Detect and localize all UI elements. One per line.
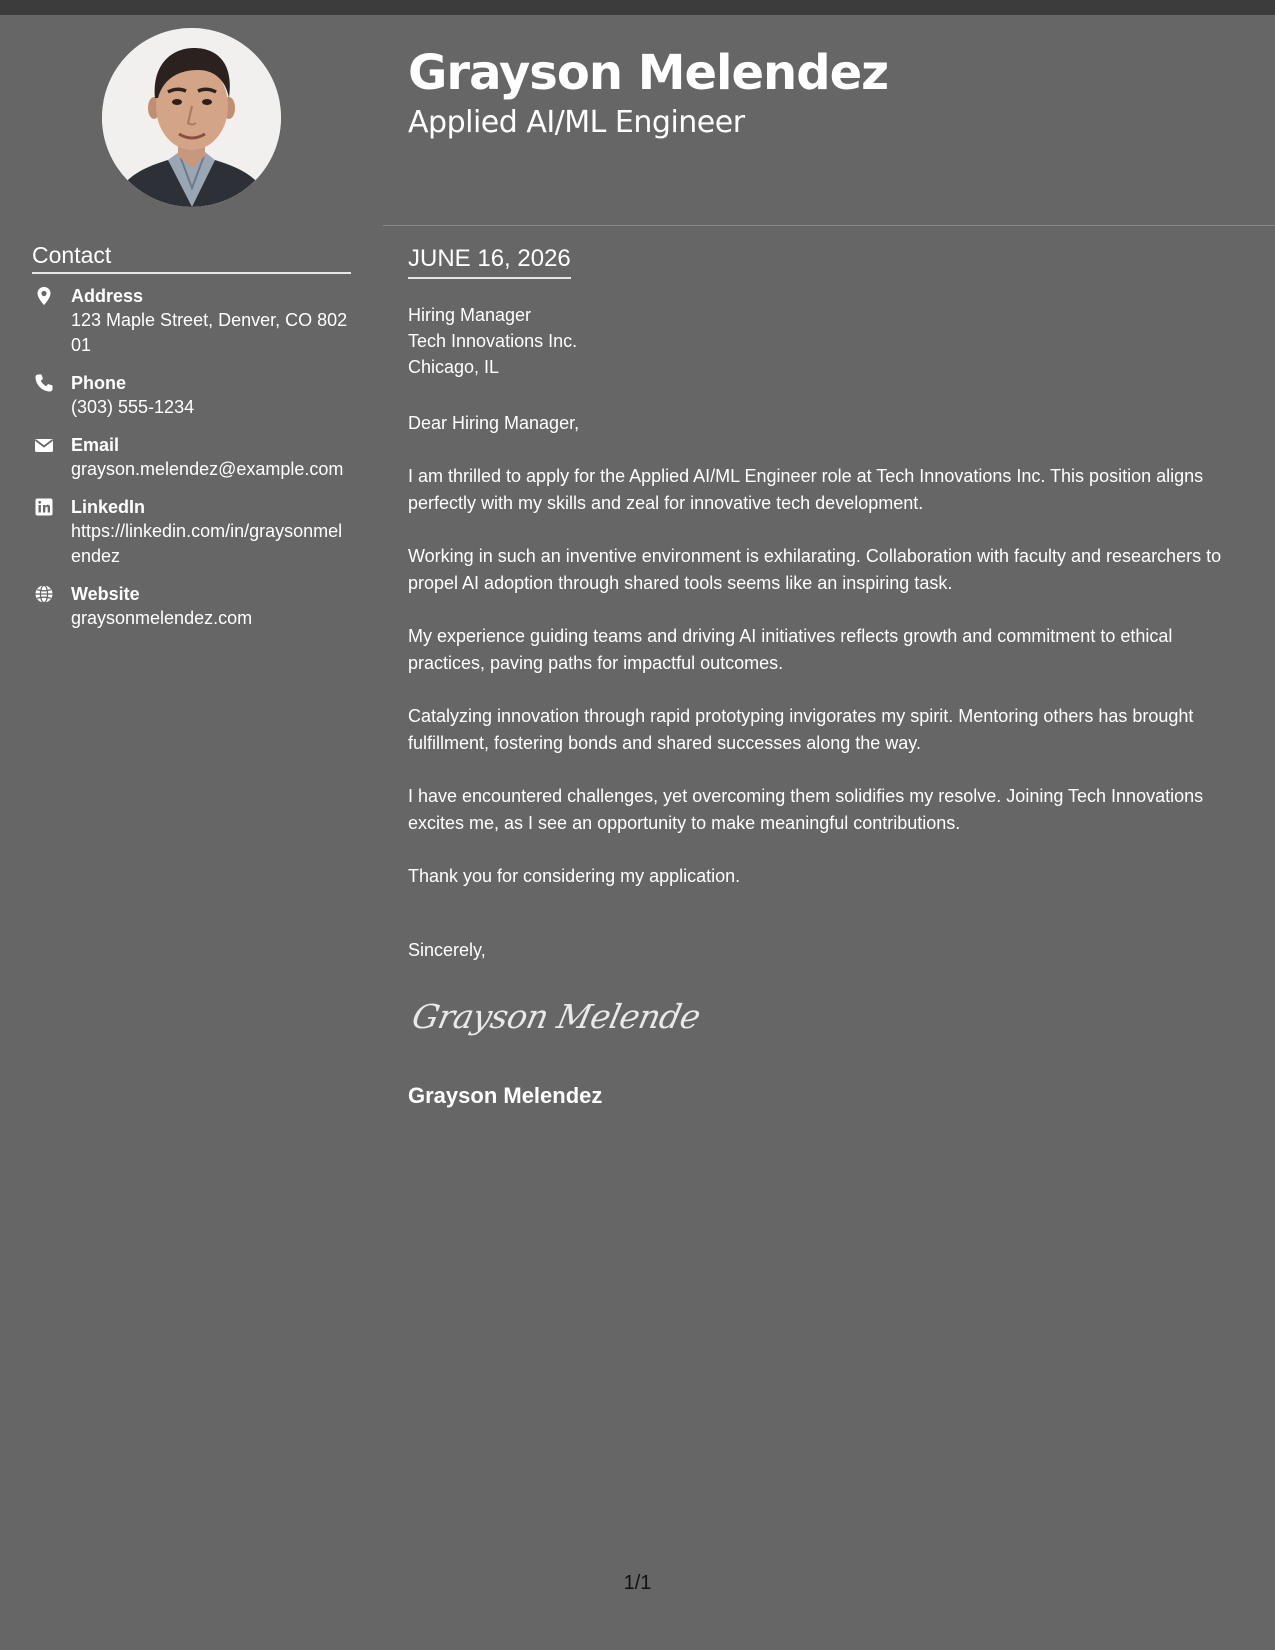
recipient-location: Chicago, IL (408, 357, 500, 377)
salutation: Dear Hiring Manager, (408, 413, 580, 433)
contact-label-website: Website (71, 584, 140, 604)
contact-value-address: 123 Maple Street, Denver, CO 80201 (71, 310, 348, 355)
page-number: 1/1 (623, 1572, 652, 1594)
letter-body (408, 410, 1250, 916)
paragraph: I am thrilled to apply for the Applied AI/ML Engineer role at Tech Innovations Inc. This position aligns perfectly with my skills and zeal for innovative tech development. (408, 466, 1204, 513)
contact-list (32, 284, 351, 644)
contact-heading: Contact (32, 240, 351, 274)
contact-item-address (32, 284, 351, 358)
paragraph: Catalyzing innovation through rapid prototyping invigorates my spirit. Mentoring others has brought fulfillment, fostering bonds and shared successes along the way. (408, 706, 1194, 753)
signed-name: Grayson Melendez (408, 1083, 603, 1108)
recipient-name: Hiring Manager (408, 305, 532, 325)
contact-item-phone (32, 371, 351, 420)
profile-photo-image (102, 28, 281, 207)
contact-label-address: Address (71, 286, 144, 306)
contact-item-linkedin (32, 495, 351, 569)
paragraph: Working in such an inventive environment is exhilarating. Collaboration with faculty and researchers to propel AI adoption through shared tools seems like an inspiring task. (408, 546, 1222, 593)
letter-date: JUNE 16, 2026 (408, 244, 571, 279)
contact-item-email (32, 433, 351, 482)
contact-value-email[interactable]: grayson.melendez@example.com (71, 459, 344, 479)
paragraph: I have encountered challenges, yet overcoming them solidifies my resolve. Joining Tech Innovations excites me, as I see an opportunity to make meaningful contributions. (408, 786, 1204, 833)
contact-value-linkedin[interactable]: https://linkedin.com/in/graysonmelendez (71, 521, 343, 566)
header-divider (383, 225, 1275, 226)
paragraph: Thank you for considering my application. (408, 866, 741, 886)
phone-icon (34, 373, 54, 393)
paragraph: My experience guiding teams and driving AI initiatives reflects growth and commitment to ethical practices, paving paths for impactful outcomes. (408, 626, 1173, 673)
job-title: Applied AI/ML Engineer (408, 105, 745, 140)
profile-photo (102, 28, 281, 207)
linkedin-icon (34, 497, 54, 517)
globe-icon (34, 584, 54, 604)
contact-label-linkedin: LinkedIn (71, 497, 146, 517)
envelope-icon (34, 435, 54, 455)
top-bar (0, 0, 1275, 15)
contact-value-website[interactable]: graysonmelendez.com (71, 608, 253, 628)
contact-item-website (32, 582, 351, 631)
contact-label-email: Email (71, 435, 120, 455)
signature: Grayson Melende (408, 997, 704, 1036)
recipient-block (408, 302, 577, 380)
recipient-company: Tech Innovations Inc. (408, 331, 578, 351)
map-pin-icon (34, 286, 54, 306)
closing: Sincerely, (408, 940, 486, 960)
applicant-name: Grayson Melendez (408, 45, 889, 101)
contact-label-phone: Phone (71, 373, 127, 393)
contact-value-phone: (303) 555-1234 (71, 397, 195, 417)
